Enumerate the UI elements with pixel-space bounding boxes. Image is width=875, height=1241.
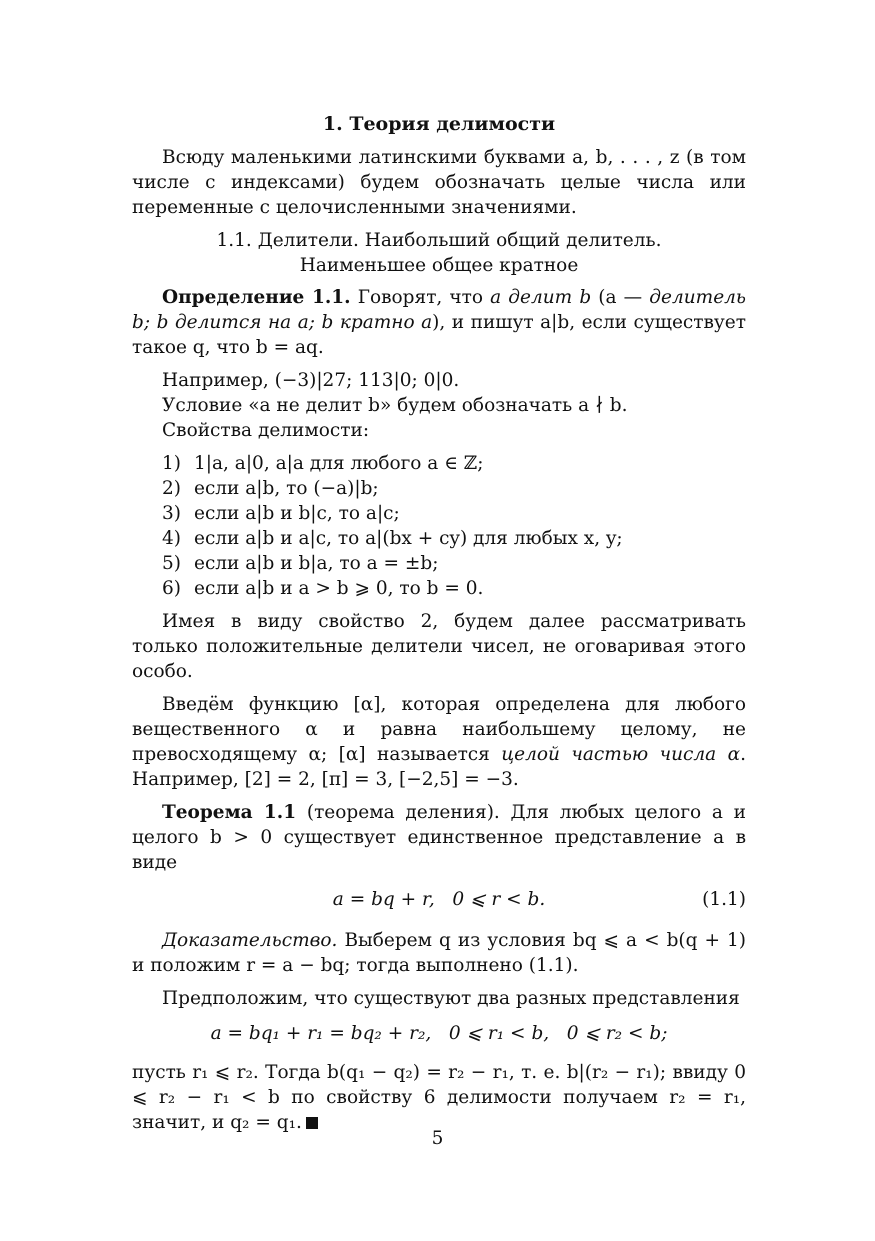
section-title: 1. Теория делимости bbox=[322, 113, 556, 135]
example-line: Например, (−3)|27; 113|0; 0|0. bbox=[162, 370, 460, 391]
page-content bbox=[132, 112, 746, 1143]
definition-text-b: (a — bbox=[598, 287, 643, 308]
suppose-paragraph: Предположим, что существуют два разных представления bbox=[162, 988, 740, 1009]
list-item bbox=[162, 451, 746, 476]
list-item bbox=[162, 526, 746, 551]
list-item-number: 2) bbox=[162, 478, 181, 499]
list-item-number: 3) bbox=[162, 503, 181, 524]
theorem-text: (теорема деления). Для любых целого a и целого b > 0 существует единственное представление a в виде bbox=[132, 802, 747, 873]
equation-2 bbox=[132, 1021, 746, 1046]
list-item-text: если a|b и b|a, то a = ±b; bbox=[194, 553, 439, 574]
list-item-number: 5) bbox=[162, 553, 181, 574]
equation-1-body: a = bq + r, 0 ⩽ r < b. bbox=[332, 889, 546, 910]
floor-paragraph bbox=[132, 692, 746, 792]
definition-text-c: ), и пишут a|b, если существует такое q, что b = aq. bbox=[132, 312, 746, 358]
equation-2-body: a = bq₁ + r₁ = bq₂ + r₂, 0 ⩽ r₁ < b, 0 ⩽ r₂ < b; bbox=[210, 1023, 668, 1044]
list-item bbox=[162, 576, 746, 601]
subsection-title-line2: Наименьшее общее кратное bbox=[299, 255, 579, 276]
conclusion-text: пусть r₁ ⩽ r₂. Тогда b(q₁ − q₂) = r₂ − r₁, т. е. b|(r₂ − r₁); ввиду 0 ⩽ r₂ − r₁ < b по свойству 6 делимости получаем r₂ = r₁, значит, и q₂ = q₁. bbox=[132, 1062, 746, 1133]
list-item-text: если a|b и a > b ⩾ 0, то b = 0. bbox=[194, 578, 484, 599]
list-item bbox=[162, 501, 746, 526]
list-item bbox=[162, 551, 746, 576]
equation-1 bbox=[132, 887, 746, 912]
properties-list bbox=[162, 451, 746, 601]
floor-text-b: . Например, [2] = 2, [π] = 3, [−2,5] = −3. bbox=[132, 744, 746, 790]
props-heading: Свойства делимости: bbox=[162, 420, 370, 441]
floor-text-a: Введём функцию [α], которая определена для любого вещественного α и равна наибольшему целому, не превосходящему α; [α] называется bbox=[132, 694, 746, 765]
definition-text-a: Говорят, что bbox=[357, 287, 484, 308]
floor-term: целой частью числа α bbox=[501, 744, 741, 765]
subsection-title-line1: 1.1. Делители. Наибольший общий делитель. bbox=[216, 230, 662, 251]
positive-divisors-paragraph: Имея в виду свойство 2, будем далее рассматривать только положительные делители чисел, не оговаривая этого особо. bbox=[132, 611, 746, 682]
definition-paragraph bbox=[132, 285, 746, 360]
proof-paragraph bbox=[132, 928, 746, 978]
equation-1-tag: (1.1) bbox=[702, 889, 746, 910]
examples-block bbox=[132, 368, 746, 443]
definition-label: Определение 1.1. bbox=[162, 287, 351, 308]
list-item-text: если a|b, то (−a)|b; bbox=[194, 478, 379, 499]
conclusion-paragraph bbox=[132, 1060, 746, 1135]
proof-text: Выберем q из условия bq ⩽ a < b(q + 1) и положим r = a − bq; тогда выполнено (1.1). bbox=[132, 930, 746, 976]
condition-line: Условие «a не делит b» будем обозначать a ∤ b. bbox=[162, 395, 628, 416]
theorem-paragraph bbox=[132, 800, 746, 875]
list-item-text: если a|b и a|c, то a|(bx + cy) для любых x, y; bbox=[194, 528, 623, 549]
definition-term2: делитель b; b делится на a; b кратно a bbox=[132, 287, 746, 333]
list-item-text: если a|b и b|c, то a|c; bbox=[194, 503, 400, 524]
list-item-text: 1|a, a|0, a|a для любого a ∈ ℤ; bbox=[194, 453, 484, 474]
page-number: 5 bbox=[431, 1128, 444, 1149]
definition-term1: a делит b bbox=[490, 287, 592, 308]
subsection-title bbox=[132, 228, 746, 278]
proof-label: Доказательство. bbox=[162, 930, 338, 951]
list-item-number: 1) bbox=[162, 453, 181, 474]
list-item-number: 4) bbox=[162, 528, 181, 549]
theorem-label: Теорема 1.1 bbox=[162, 802, 297, 823]
list-item-number: 6) bbox=[162, 578, 181, 599]
list-item bbox=[162, 476, 746, 501]
intro-paragraph: Всюду маленькими латинскими буквами a, b, . . . , z (в том числе с индексами) будем обозначать целые числа или переменные с целочисленными значениями. bbox=[132, 147, 746, 218]
